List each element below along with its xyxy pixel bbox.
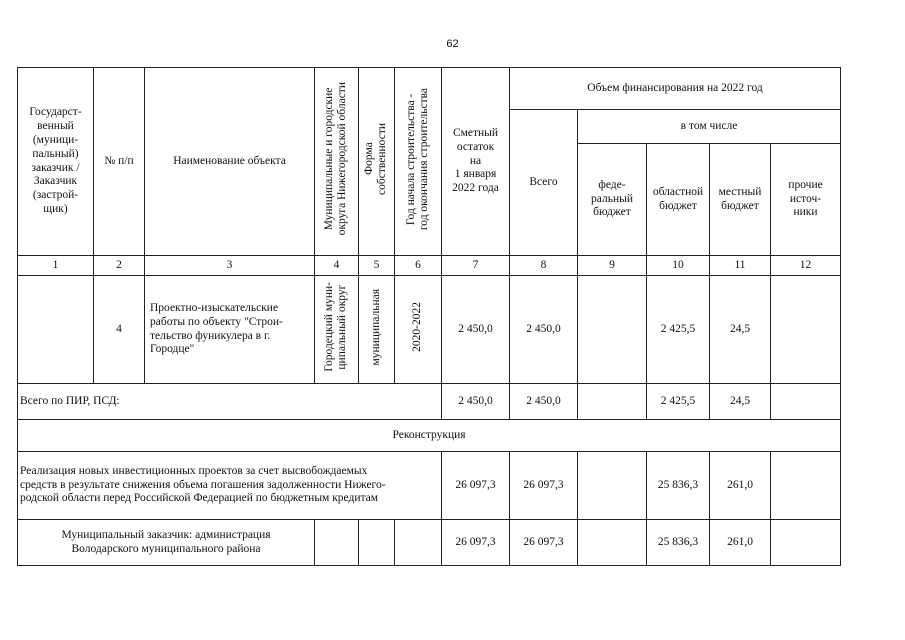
row2-description: Реализация новых инвестиционных проектов за счет высвобождаемых средств в результате снижения объема погашения задолженности Нижего- родской области перед Российской Федерацией по бюджетным кредитам xyxy=(18,452,442,520)
row3-years xyxy=(395,520,442,566)
row3-total: 26 097,3 xyxy=(510,520,578,566)
column-number: 8 xyxy=(510,256,578,276)
column-number: 10 xyxy=(647,256,710,276)
row1-local: 24,5 xyxy=(710,276,771,384)
column-number: 12 xyxy=(771,256,841,276)
section-row xyxy=(18,420,841,452)
column-number: 9 xyxy=(578,256,647,276)
header-estimate: Сметный остаток на 1 января 2022 года xyxy=(442,68,510,256)
column-number: 3 xyxy=(145,256,315,276)
row3-estimate: 26 097,3 xyxy=(442,520,510,566)
subtotal-other xyxy=(771,384,841,420)
row3-description: Муниципальный заказчик: администрация Володарского муниципального района xyxy=(18,520,315,566)
header-total: Всего xyxy=(510,110,578,256)
row2-estimate: 26 097,3 xyxy=(442,452,510,520)
subtotal-regional: 2 425,5 xyxy=(647,384,710,420)
header-years: Год начала строительства - год окончания строительства xyxy=(395,68,442,256)
row3-federal xyxy=(578,520,647,566)
row2-total: 26 097,3 xyxy=(510,452,578,520)
row1-other xyxy=(771,276,841,384)
row1-years: 2020-2022 xyxy=(395,276,442,384)
column-number: 5 xyxy=(359,256,395,276)
row1-ownership: муниципальная xyxy=(359,276,395,384)
row1-regional: 2 425,5 xyxy=(647,276,710,384)
column-numbers-row xyxy=(18,256,841,276)
header-financing: Объем финансирования на 2022 год xyxy=(510,68,841,110)
row2-local: 261,0 xyxy=(710,452,771,520)
subtotal-local: 24,5 xyxy=(710,384,771,420)
column-number: 11 xyxy=(710,256,771,276)
section-title: Реконструкция xyxy=(18,420,841,452)
header-ownership: Форма собственности xyxy=(359,68,395,256)
subtotal-row xyxy=(18,384,841,420)
subtotal-federal xyxy=(578,384,647,420)
row1-num: 4 xyxy=(94,276,145,384)
column-number: 7 xyxy=(442,256,510,276)
table-row xyxy=(18,452,841,520)
row1-estimate: 2 450,0 xyxy=(442,276,510,384)
financing-table xyxy=(17,67,841,566)
header-local: местный бюджет xyxy=(710,144,771,256)
row1-total: 2 450,0 xyxy=(510,276,578,384)
header-object-name: Наименование объекта xyxy=(145,68,315,256)
row3-other xyxy=(771,520,841,566)
row2-regional: 25 836,3 xyxy=(647,452,710,520)
row1-federal xyxy=(578,276,647,384)
row2-other xyxy=(771,452,841,520)
subtotal-estimate: 2 450,0 xyxy=(442,384,510,420)
header-customer: Государст- венный (муници- пальный) заказчик / Заказчик (застрой- щик) xyxy=(18,68,94,256)
header-num: № п/п xyxy=(94,68,145,256)
header-other: прочие источ- ники xyxy=(771,144,841,256)
row1-customer xyxy=(18,276,94,384)
row3-ownership xyxy=(359,520,395,566)
row2-federal xyxy=(578,452,647,520)
header-federal: феде- ральный бюджет xyxy=(578,144,647,256)
table-row xyxy=(18,520,841,566)
row3-regional: 25 836,3 xyxy=(647,520,710,566)
table-row xyxy=(18,276,841,384)
subtotal-label: Всего по ПИР, ПСД: xyxy=(18,384,442,420)
column-number: 1 xyxy=(18,256,94,276)
header-municipal: Муниципальные и городские округа Нижегородской области xyxy=(315,68,359,256)
header-regional: областной бюджет xyxy=(647,144,710,256)
column-number: 6 xyxy=(395,256,442,276)
header-including: в том числе xyxy=(578,110,841,144)
row1-municipal: Городецкий муни- ципальный округ xyxy=(315,276,359,384)
row3-local: 261,0 xyxy=(710,520,771,566)
column-number: 4 xyxy=(315,256,359,276)
row1-object-name: Проектно-изыскательские работы по объекту "Строи- тельство фуникулера в г. Городце" xyxy=(145,276,315,384)
column-number: 2 xyxy=(94,256,145,276)
subtotal-total: 2 450,0 xyxy=(510,384,578,420)
page-number: 62 xyxy=(446,38,459,50)
row3-municipal xyxy=(315,520,359,566)
